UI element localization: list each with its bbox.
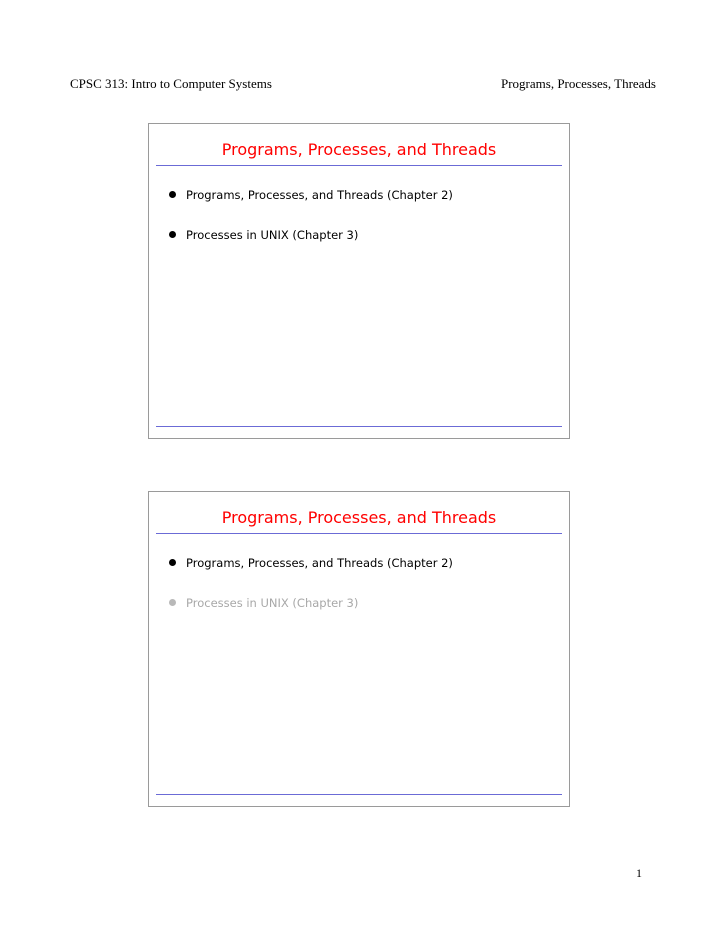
bullet-item bbox=[169, 186, 559, 206]
slide-title: Programs, Processes, and Threads bbox=[221, 140, 497, 159]
slide-2 bbox=[148, 491, 570, 807]
course-title: CPSC 313: Intro to Computer Systems bbox=[70, 76, 272, 91]
slide-title: Programs, Processes, and Threads bbox=[221, 508, 497, 527]
bullet-icon bbox=[169, 191, 176, 198]
bullet-item bbox=[169, 226, 559, 246]
footer-divider bbox=[156, 794, 562, 795]
title-divider bbox=[156, 533, 562, 534]
bullet-text: Programs, Processes, and Threads (Chapter 2) bbox=[186, 188, 453, 202]
bullet-icon bbox=[169, 559, 176, 566]
bullet-text: Processes in UNIX (Chapter 3) bbox=[186, 228, 359, 242]
bullet-text: Processes in UNIX (Chapter 3) bbox=[186, 596, 359, 610]
page-number: 1 bbox=[636, 866, 642, 880]
title-divider bbox=[156, 165, 562, 166]
bullet-item bbox=[169, 554, 559, 574]
bullet-list bbox=[169, 554, 559, 634]
slide-1 bbox=[148, 123, 570, 439]
document-topic: Programs, Processes, Threads bbox=[500, 76, 656, 91]
page-header bbox=[70, 76, 656, 94]
footer-divider bbox=[156, 426, 562, 427]
bullet-list bbox=[169, 186, 559, 266]
bullet-icon bbox=[169, 599, 176, 606]
bullet-item-dimmed bbox=[169, 594, 559, 614]
bullet-icon bbox=[169, 231, 176, 238]
bullet-text: Programs, Processes, and Threads (Chapter 2) bbox=[186, 556, 453, 570]
